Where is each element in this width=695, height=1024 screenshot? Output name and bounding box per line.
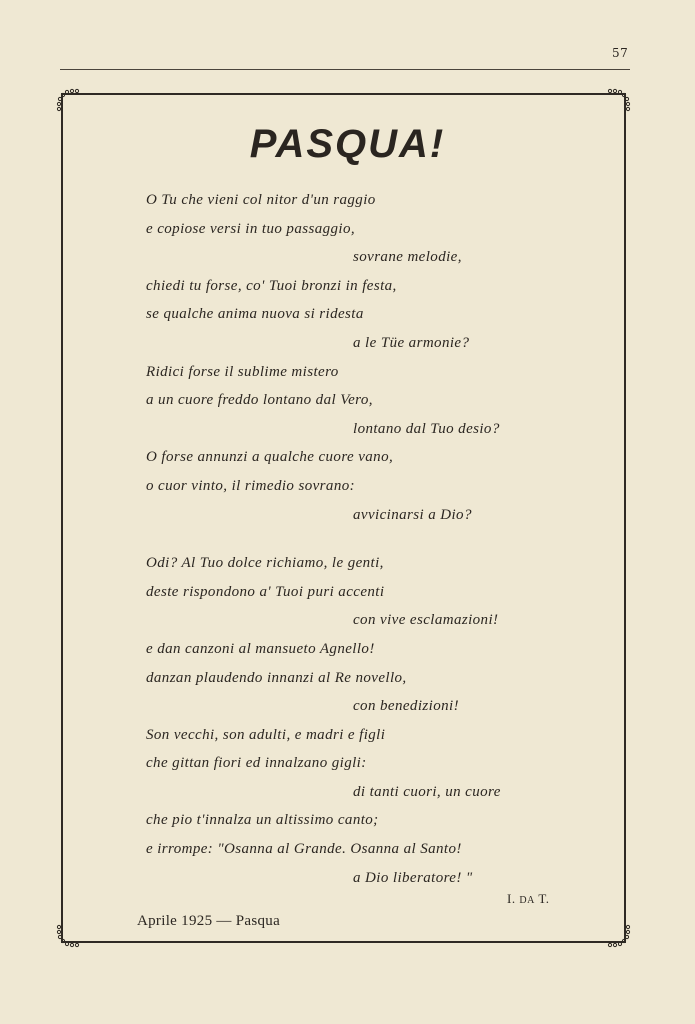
poem-line: o cuor vinto, il rimedio sovrano: — [146, 477, 356, 494]
poem-line: O Tu che vieni col nitor d'un raggio — [146, 192, 376, 208]
poem-line: lontano dal Tuo desio? — [353, 420, 500, 437]
corner-ornament-icon — [602, 87, 632, 117]
poem-line: danzan plaudendo innanzi al Re novello, — [146, 669, 407, 686]
poem-line: e irrompe: "Osanna al Grande. Osanna al Santo! — [146, 841, 462, 858]
poem-line: di tanti cuori, un cuore — [353, 783, 501, 800]
poem-line: a un cuore freddo lontano dal Vero, — [146, 392, 373, 409]
poem-line: O forse annunzi a qualche cuore vano, — [146, 449, 394, 466]
signature-initial: I. — [507, 891, 516, 906]
poem-line: a Dio liberatore! " — [353, 869, 473, 886]
poem-line: se qualche anima nuova si ridesta — [146, 306, 364, 323]
poem-line: avvicinarsi a Dio? — [353, 506, 472, 523]
issue-footer: Aprile 1925 — Pasqua — [137, 913, 281, 929]
author-signature — [507, 891, 550, 907]
header-rule — [60, 69, 630, 70]
poem-line: Son vecchi, son adulti, e madri e figli — [146, 726, 386, 743]
poem-line: che pio t'innalza un altissimo canto; — [146, 812, 379, 829]
poem-title: PASQUA! — [249, 122, 446, 166]
poem-line: sovrane melodie, — [353, 249, 462, 266]
signature-particle: DA — [519, 895, 535, 906]
poem-line: e dan canzoni al mansueto Agnello! — [146, 640, 375, 657]
corner-ornament-icon — [55, 87, 85, 117]
poem-body — [146, 186, 576, 892]
poem-line: a le Tüe armonie? — [353, 334, 470, 351]
poem-line: Odi? Al Tuo dolce richiamo, le genti, — [146, 555, 384, 572]
poem-line: Ridici forse il sublime mistero — [146, 363, 339, 380]
poem-line: e copiose versi in tuo passaggio, — [146, 220, 356, 237]
poem-line: deste rispondono a' Tuoi puri accenti — [146, 583, 385, 600]
poem-line: con vive esclamazioni! — [353, 612, 499, 629]
corner-ornament-icon — [55, 919, 85, 949]
corner-ornament-icon — [602, 919, 632, 949]
poem-line: con benedizioni! — [353, 698, 459, 715]
poem-line: che gittan fiori ed innalzano gigli: — [146, 755, 367, 772]
poem-line: chiedi tu forse, co' Tuoi bronzi in festa, — [146, 277, 397, 294]
page-number: 57 — [612, 46, 629, 60]
signature-final: T. — [538, 891, 550, 906]
